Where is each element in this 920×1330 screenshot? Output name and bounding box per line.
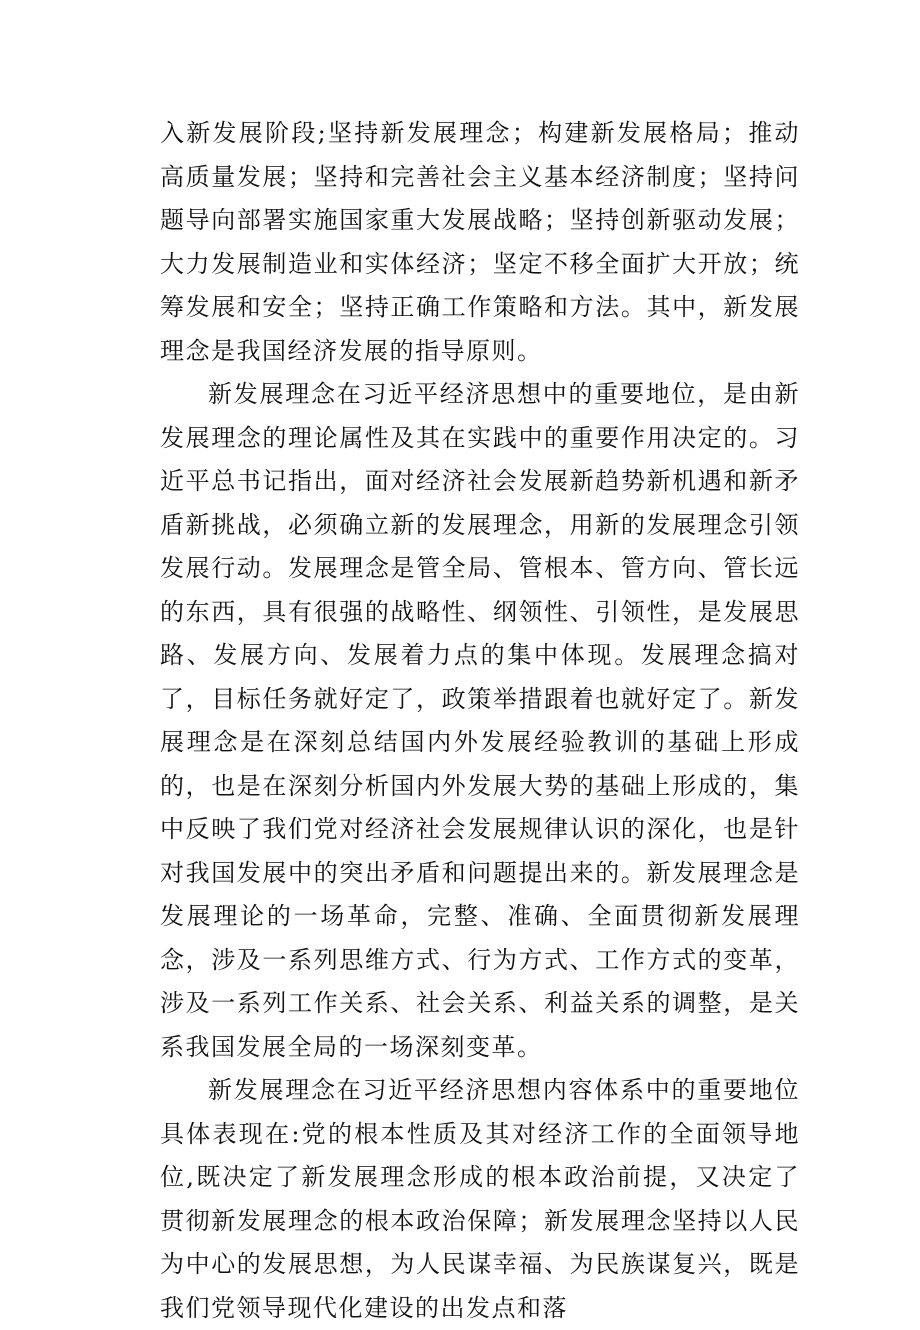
paragraph-3: 新发展理念在习近平经济思想内容体系中的重要地位具体表现在:党的根本性质及其对经济工作的全面领导地位,既决定了新发展理念形成的根本政治前提，又决定了贯彻新发展理念的根本政治保障；新发展理念坚持以人民为中心的发展思想，为人民谋幸福、为民族谋复兴，既是我们党领导现代化建设的出发点和落	[160, 1076, 800, 1322]
body-text	[160, 112, 800, 1330]
paragraph-1: 入新发展阶段;坚持新发展理念；构建新发展格局；推动高质量发展；坚持和完善社会主义基本经济制度；坚持问题导向部署实施国家重大发展战略；坚持创新驱动发展；大力发展制造业和实体经济；坚定不移全面扩大开放；统筹发展和安全；坚持正确工作策略和方法。其中，新发展理念是我国经济发展的指导原则。	[160, 119, 800, 365]
paragraph-2: 新发展理念在习近平经济思想中的重要地位，是由新发展理念的理论属性及其在实践中的重要作用决定的。习近平总书记指出，面对经济社会发展新趋势新机遇和新矛盾新挑战，必须确立新的发展理念，用新的发展理念引领发展行动。发展理念是管全局、管根本、管方向、管长远的东西，具有很强的战略性、纲领性、引领性，是发展思路、发展方向、发展着力点的集中体现。发展理念搞对了，目标任务就好定了，政策举措跟着也就好定了。新发展理念是在深刻总结国内外发展经验教训的基础上形成的，也是在深刻分析国内外发展大势的基础上形成的，集中反映了我们党对经济社会发展规律认识的深化，也是针对我国发展中的突出矛盾和问题提出来的。新发展理念是发展理论的一场革命，完整、准确、全面贯彻新发展理念，涉及一系列思维方式、行为方式、工作方式的变革，涉及一系列工作关系、社会关系、利益关系的调整，是关系我国发展全局的一场深刻变革。	[160, 380, 800, 1061]
